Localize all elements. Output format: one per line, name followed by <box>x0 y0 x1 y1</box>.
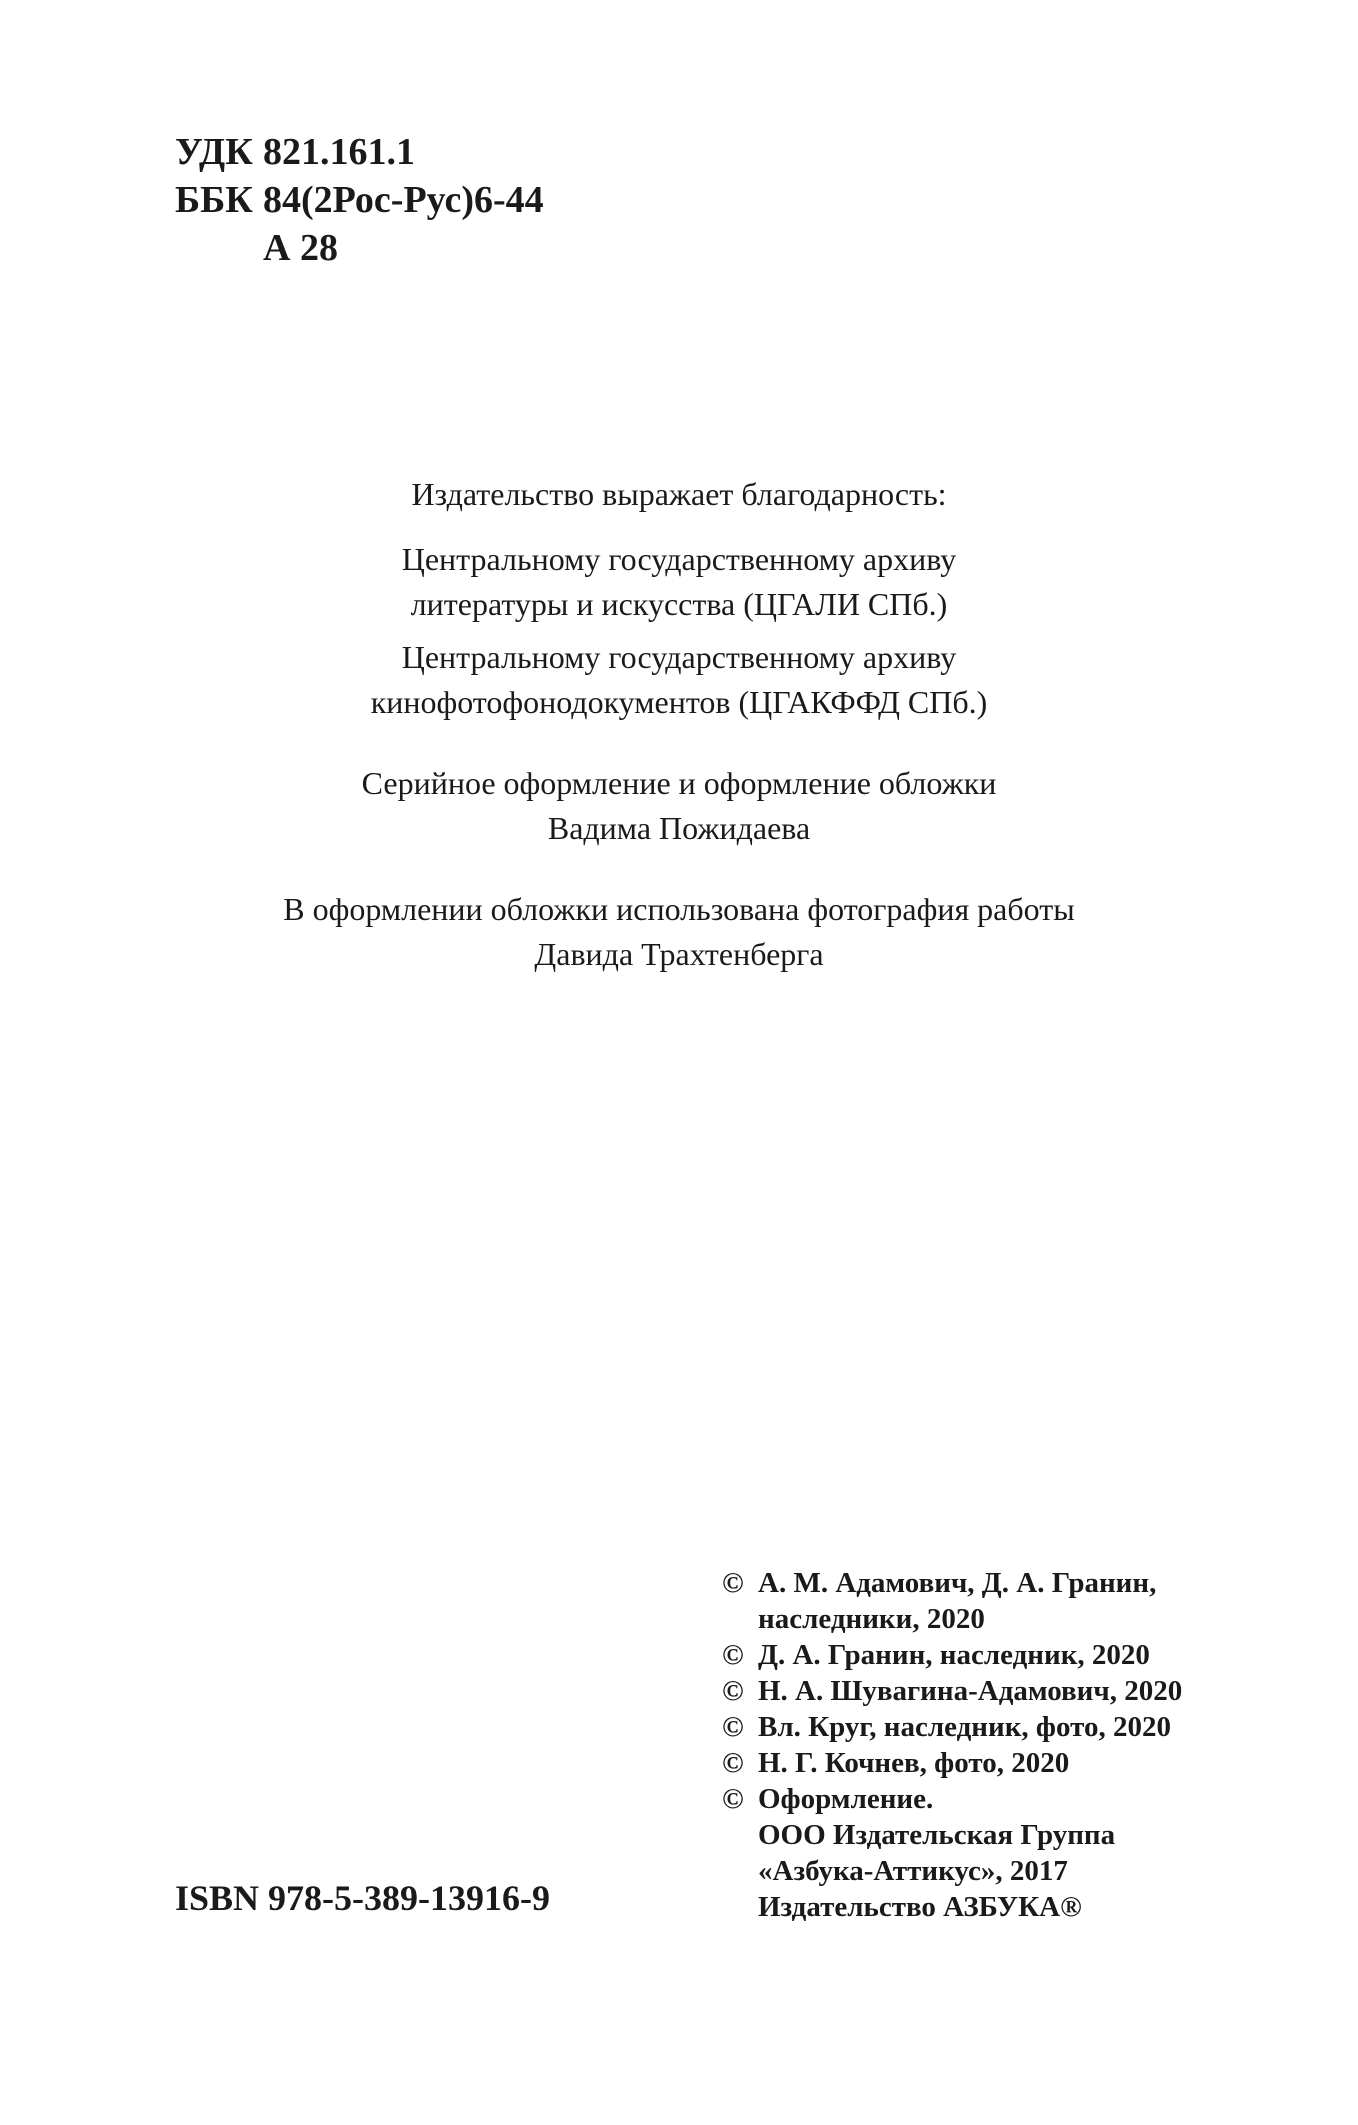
design-credit-line: Серийное оформление и оформление обложки <box>361 765 997 801</box>
copyright-line: Д. А. Гранин, наследник, 2020 <box>758 1639 1150 1671</box>
copyright-line: А. М. Адамович, Д. А. Гранин, <box>758 1567 1157 1599</box>
copyright-entry <box>722 1637 1182 1673</box>
copyright-line: ООО Издательская Группа <box>758 1819 1116 1851</box>
archive-line: Центральному государственному архиву <box>401 639 957 675</box>
copyright-icon: © <box>722 1567 744 1599</box>
copyright-text <box>758 1565 1156 1637</box>
copyright-icon: © <box>722 1675 744 1707</box>
acknowledgment-archive <box>0 635 1358 725</box>
copyright-line: Н. Г. Кочнев, фото, 2020 <box>758 1747 1070 1779</box>
bbk-label: ББК <box>175 179 253 221</box>
copyright-line: Издательство АЗБУКА® <box>758 1891 1082 1923</box>
copyright-block <box>722 1565 1182 1925</box>
udk-label: УДК <box>175 131 253 173</box>
copyright-text <box>758 1709 1171 1745</box>
copyright-icon: © <box>722 1711 744 1743</box>
copyright-line: Вл. Круг, наследник, фото, 2020 <box>758 1711 1171 1743</box>
acknowledgments-title: Издательство выражает благодарность: <box>411 476 947 512</box>
cover-photo-credit <box>0 887 1358 977</box>
copyright-icon: © <box>722 1747 744 1779</box>
copyright-text <box>758 1673 1182 1709</box>
copyright-text <box>758 1745 1069 1781</box>
archive-line: кинофотофонодокументов (ЦГАКФФД СПб.) <box>370 684 988 720</box>
copyright-entry <box>722 1781 1182 1925</box>
designer-name: Вадима Пожидаева <box>547 810 811 846</box>
copyright-text <box>758 1781 1115 1925</box>
archive-line: литературы и искусства (ЦГАЛИ СПб.) <box>410 586 948 622</box>
acknowledgment-archive <box>0 537 1358 627</box>
udk-value: 821.161.1 <box>263 131 415 173</box>
copyright-entry <box>722 1709 1182 1745</box>
udk-row <box>175 128 544 176</box>
copyright-entry <box>722 1565 1182 1637</box>
copyright-entry <box>722 1673 1182 1709</box>
bbk-value: 84(2Рос-Рус)6-44 <box>263 179 544 221</box>
copyright-entry <box>722 1745 1182 1781</box>
credits-block <box>0 472 1358 977</box>
copyright-text <box>758 1637 1150 1673</box>
author-mark-row <box>175 224 544 272</box>
photographer-name: Давида Трахтенберга <box>534 936 824 972</box>
copyright-line: «Азбука-Аттикус», 2017 <box>758 1855 1068 1887</box>
copyright-line: Оформление. <box>758 1783 934 1815</box>
copyright-icon: © <box>722 1639 744 1671</box>
photo-credit-line: В оформлении обложки использована фотография работы <box>283 891 1075 927</box>
copyright-line: Н. А. Шувагина-Адамович, 2020 <box>758 1675 1183 1707</box>
archive-line: Центральному государственному архиву <box>401 541 957 577</box>
copyright-line: наследники, 2020 <box>758 1603 985 1635</box>
author-mark: А 28 <box>263 227 338 269</box>
series-design-credit <box>0 761 1358 851</box>
classification-block <box>175 128 544 272</box>
isbn: ISBN 978-5-389-13916-9 <box>175 1878 550 1918</box>
copyright-icon: © <box>722 1783 744 1815</box>
bbk-row <box>175 176 544 224</box>
